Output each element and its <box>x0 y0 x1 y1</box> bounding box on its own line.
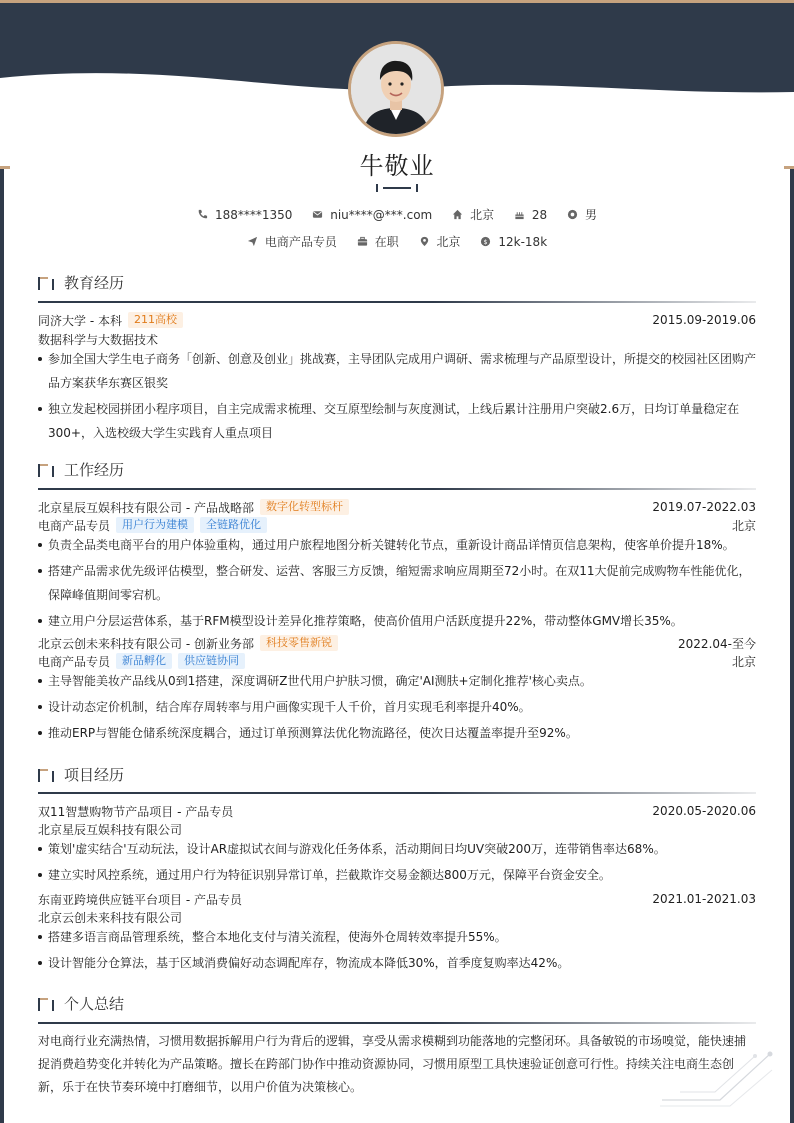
work-section-line <box>38 488 756 490</box>
email-item <box>312 208 432 222</box>
contact-info-row <box>0 206 794 223</box>
list-item: 搭建多语言商品管理系统，整合本地化支付与清关流程，使海外仓周转效率提升55%。 <box>38 925 756 949</box>
section-marker-icon <box>38 997 56 1011</box>
summary-section-line <box>38 1022 756 1024</box>
residence-item <box>452 206 494 223</box>
education-section-title <box>38 272 124 293</box>
mail-icon <box>312 209 323 220</box>
age-text: 28 <box>531 207 548 222</box>
page-frame-left <box>0 168 4 1123</box>
gender-icon <box>567 209 578 220</box>
salary-icon <box>480 236 491 247</box>
education-header-row <box>38 311 756 329</box>
project-1-company: 北京星辰互娱科技有限公司 <box>38 822 183 837</box>
home-icon <box>452 209 463 220</box>
school-tag: 211高校 <box>128 312 183 328</box>
section-marker-icon <box>38 276 56 290</box>
send-icon <box>247 236 258 247</box>
list-item: 设计智能分仓算法，基于区域消费偏好动态调配库存，物流成本降低30%，首季度复购率达42%。 <box>38 951 756 975</box>
work-section-title <box>38 459 124 480</box>
salary-text: 12k-18k <box>498 234 548 249</box>
summary-section-title <box>38 993 124 1014</box>
job-intent-row <box>0 233 794 250</box>
candidate-name: 牛敬业 <box>359 152 435 180</box>
phone-icon <box>197 209 208 220</box>
project-2-title: 东南亚跨境供应链平台项目 - 产品专员 <box>38 892 242 907</box>
svg-text:$: $ <box>483 237 488 246</box>
list-item: 搭建产品需求优先级评估模型，整合研发、运营、客服三方反馈，缩短需求响应周期至72小时。在双11大促前完成购物车性能优化，保障峰值期间零宕机。 <box>38 559 756 607</box>
list-item: 建立用户分层运营体系，基于RFM模型设计差异化推荐策略，使高价值用户活跃度提升22%，带动整体GMV增长35%。 <box>38 609 756 633</box>
work-2-role-row <box>38 652 756 670</box>
work-1-date: 2019.07-2022.03 <box>652 500 756 514</box>
projects-title-text: 项目经历 <box>64 766 125 784</box>
work-2-bullets <box>38 669 756 747</box>
job-status-item <box>357 233 399 250</box>
work-1-role: 电商产品专员 <box>38 518 111 533</box>
gender-text: 男 <box>585 208 598 222</box>
target-position-item <box>247 233 337 250</box>
education-section-line <box>38 301 756 303</box>
work-2-date: 2022.04-至今 <box>678 636 756 651</box>
work-1-bullets <box>38 533 756 635</box>
list-item: 建立实时风控系统，通过用户行为特征识别异常订单，拦截欺诈交易金额达800万元，保障平台资金安全。 <box>38 863 756 887</box>
avatar-portrait-icon <box>351 44 441 134</box>
cake-icon <box>514 209 525 220</box>
gender-item <box>567 206 597 223</box>
major-row <box>38 330 756 348</box>
residence-text: 北京 <box>470 208 495 222</box>
work-2-role: 电商产品专员 <box>38 654 111 669</box>
work-2-city: 北京 <box>731 654 756 669</box>
education-title-text: 教育经历 <box>64 274 125 292</box>
email-text: niu****@***.com <box>330 207 433 222</box>
target-city-item <box>419 233 461 250</box>
project-2-date: 2021.01-2021.03 <box>652 892 756 906</box>
phone-item <box>197 208 292 222</box>
section-marker-icon <box>38 768 56 782</box>
list-item: 推动ERP与智能仓储系统深度耦合，通过订单预测算法优化物流路径，使次日达覆盖率提升至92%。 <box>38 721 756 745</box>
list-item: 策划'虚实结合'互动玩法，设计AR虚拟试衣间与游戏化任务体系，活动期间日均UV突破200万，连带销售率达68%。 <box>38 837 756 861</box>
school-name: 同济大学 - 本科 <box>38 313 122 328</box>
work-2-company: 北京云创未来科技有限公司 - 创新业务部 <box>38 636 254 651</box>
project-1-date: 2020.05-2020.06 <box>652 804 756 818</box>
list-item: 主导智能美妆产品线从0到1搭建，深度调研Z世代用户护肤习惯，确定'AI测肤+定制化推荐'核心卖点。 <box>38 669 756 693</box>
avatar <box>348 41 444 137</box>
project-2-company-row <box>38 908 756 926</box>
phone-text: 188****1350 <box>214 207 293 222</box>
project-2-header-row <box>38 890 756 908</box>
salary-item <box>480 235 547 249</box>
work-1-company-tag: 数字化转型标杆 <box>260 499 349 515</box>
circuit-decoration-icon <box>660 1048 780 1108</box>
project-2-company: 北京云创未来科技有限公司 <box>38 910 183 925</box>
work-1-city: 北京 <box>731 518 756 533</box>
page-frame-right <box>790 168 794 1123</box>
work-2-role-tag: 供应链协同 <box>178 653 245 669</box>
age-item <box>514 208 547 222</box>
job-status-text: 在职 <box>374 235 399 249</box>
work-2-role-tag: 新品孵化 <box>116 653 172 669</box>
list-item: 独立发起校园拼团小程序项目，自主完成需求梳理、交互原型绘制与灰度测试，上线后累计注册用户突破2.6万，日均订单量稳定在300+，入选校级大学生实践育人重点项目 <box>38 397 756 445</box>
project-1-header-row <box>38 802 756 820</box>
education-bullets <box>38 347 756 447</box>
work-1-role-row <box>38 516 756 534</box>
summary-paragraph: 对电商行业充满热情，习惯用数据拆解用户行为背后的逻辑，享受从需求模糊到功能落地的完整闭环。具备敏锐的市场嗅觉，能快速捕捉消费趋势变化并转化为产品策略。擅长在跨部门协作中推动资源协同，习惯用原型工具快速验证创意可行性。持续关注电商生态创新，乐于在快节奏环境中打磨细节，以用户价值为决策核心。 <box>38 1034 747 1094</box>
work-2-company-tag: 科技零售新锐 <box>260 635 338 651</box>
major-name: 数据科学与大数据技术 <box>38 332 159 347</box>
projects-section-title <box>38 764 124 785</box>
education-date: 2015.09-2019.06 <box>652 313 756 327</box>
work-title-text: 工作经历 <box>64 461 125 479</box>
work-1-role-tag: 全链路优化 <box>200 517 267 533</box>
work-2-header-row <box>38 634 756 652</box>
list-item: 负责全品类电商平台的用户体验重构，通过用户旅程地图分析关键转化节点，重新设计商品详情页信息架构，使客单价提升18%。 <box>38 533 756 557</box>
list-item: 设计动态定价机制，结合库存周转率与用户画像实现千人千价，首月实现毛利率提升40%。 <box>38 695 756 719</box>
project-1-title: 双11智慧购物节产品项目 - 产品专员 <box>38 804 234 819</box>
location-pin-icon <box>419 236 430 247</box>
project-1-bullets <box>38 837 756 889</box>
briefcase-icon <box>357 236 368 247</box>
projects-section-line <box>38 792 756 794</box>
work-1-company: 北京星辰互娱科技有限公司 - 产品战略部 <box>38 500 254 515</box>
work-1-role-tag: 用户行为建模 <box>116 517 194 533</box>
name-divider <box>376 184 418 192</box>
project-2-bullets <box>38 925 756 977</box>
project-1-company-row <box>38 820 756 838</box>
target-position-text: 电商产品专员 <box>264 235 337 249</box>
target-city-text: 北京 <box>436 235 461 249</box>
work-1-header-row <box>38 498 756 516</box>
section-marker-icon <box>38 463 56 477</box>
list-item: 参加全国大学生电子商务「创新、创意及创业」挑战赛，主导团队完成用户调研、需求梳理与产品原型设计，所提交的校园社区团购产品方案获华东赛区银奖 <box>38 347 756 395</box>
summary-title-text: 个人总结 <box>64 995 125 1013</box>
